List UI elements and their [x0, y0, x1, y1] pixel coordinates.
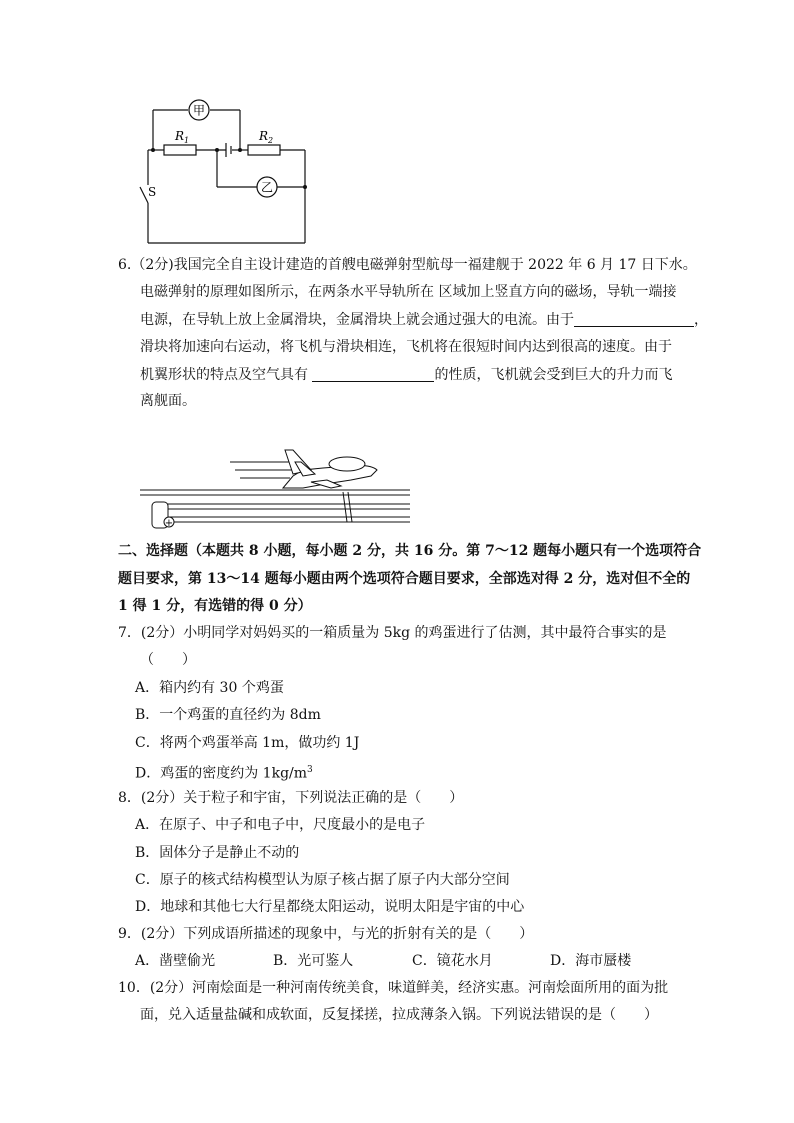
q8-option-a[interactable]: A．在原子、中子和电子中，尺度最小的是电子 — [135, 817, 426, 833]
q8-stem: 8．(2分）关于粒子和宇宙，下列说法正确的是（ ） — [118, 790, 464, 806]
circuit-diagram — [130, 95, 320, 255]
q9-option-d[interactable]: D．海市蜃楼 — [550, 953, 632, 969]
q8-option-d[interactable]: D．地球和其他七大行星都绕太阳运动，说明太阳是宇宙的中心 — [135, 899, 525, 915]
section-2-heading-line-3: 1 得 1 分，有选错的得 0 分） — [118, 598, 312, 614]
meter-jia-label: 甲 — [192, 103, 206, 118]
q10-line-2: 面，兑入适量盐碱和成软面，反复揉搓，拉成薄条入锅。下列说法错误的是（ ） — [140, 1007, 658, 1023]
q6-line-5-text: 机翼形状的特点及空气具有 — [140, 367, 313, 383]
q6-line-3-text: 电源，在导轨上放上金属滑块，金属滑块上就会通过强大的电流。由于 — [140, 312, 574, 328]
q6-line-5 — [140, 365, 672, 385]
q7-stem: 7．(2分）小明同学对妈妈买的一箱质量为 5kg 的鸡蛋进行了估测，其中最符合事实的是 — [118, 625, 667, 641]
switch-label: S — [148, 185, 157, 199]
svg-text:R2 — [258, 129, 273, 145]
q7-option-d[interactable] — [135, 760, 313, 784]
q6-line-3-comma: ， — [694, 312, 708, 328]
q7-answer-paren: （ ） — [140, 652, 196, 668]
meter-yi-label: 乙 — [260, 180, 274, 195]
q7-option-a[interactable]: A．箱内约有 30 个鸡蛋 — [135, 680, 284, 696]
catapult-figure — [135, 440, 415, 535]
q10-line-1: 10．(2分）河南烩面是一种河南传统美食，味道鲜美，经济实惠。河南烩面所用的面为批 — [118, 980, 669, 996]
resistor-r2 — [248, 145, 280, 155]
q6-line-4: 滑块将加速向右运动，将飞机与滑块相连，飞机将在很短时间内达到很高的速度。由于 — [140, 339, 672, 355]
q6-line-1: 6.（2分)我国完全自主设计建造的首艘电磁弹射型航母一福建舰于 2022 年 6 月 17 日下水。 — [118, 257, 697, 273]
q6-line-5-tail: 的性质，飞机就会受到巨大的升力而飞 — [434, 367, 673, 383]
q6-answer-blank-1[interactable] — [574, 312, 694, 327]
section-2-heading-line-2: 题目要求，第 13～14 题每小题由两个选项符合题目要求，全部选对得 2 分，选对但不全的 — [118, 571, 691, 587]
q6-line-2: 电磁弹射的原理如图所示，在两条水平导轨所在 区域加上竖直方向的磁场，导轨一端接 — [140, 284, 677, 300]
r2-subscript: 2 — [268, 136, 274, 145]
q6-answer-blank-2[interactable] — [312, 367, 434, 382]
r1-subscript: 1 — [184, 136, 190, 145]
r1-label: R — [175, 129, 185, 143]
q7-option-d-text: D．鸡蛋的密度约为 1kg/m — [135, 765, 308, 782]
r2-label: R — [259, 129, 269, 143]
q6-line-6: 离舰面。 — [140, 393, 196, 409]
q6-line-3 — [140, 310, 708, 330]
q9-option-a[interactable]: A．凿壁偷光 — [135, 953, 216, 969]
q8-option-b[interactable]: B．固体分子是静止不动的 — [135, 845, 300, 861]
q7-option-d-superscript: 3 — [307, 765, 313, 775]
plus-sign-icon: + — [164, 518, 174, 529]
svg-text:R1 — [174, 129, 189, 145]
q9-option-b[interactable]: B．光可鉴人 — [273, 953, 354, 969]
q9-stem: 9．(2分）下列成语所描述的现象中，与光的折射有关的是（ ） — [118, 926, 534, 942]
resistor-r1 — [164, 145, 196, 155]
q8-option-c[interactable]: C．原子的核式结构模型认为原子核占据了原子内大部分空间 — [135, 872, 510, 888]
q9-option-c[interactable]: C．镜花水月 — [412, 953, 493, 969]
airplane-icon — [283, 450, 377, 488]
q7-option-c[interactable]: C．将两个鸡蛋举高 1m，做功约 1J — [135, 735, 360, 751]
section-2-heading-line-1: 二、选择题（本题共 8 小题，每小题 2 分，共 16 分。第 7～12 题每小题只有一个选项符合 — [118, 543, 702, 559]
q7-option-b[interactable]: B．一个鸡蛋的直径约为 8dm — [135, 707, 321, 723]
